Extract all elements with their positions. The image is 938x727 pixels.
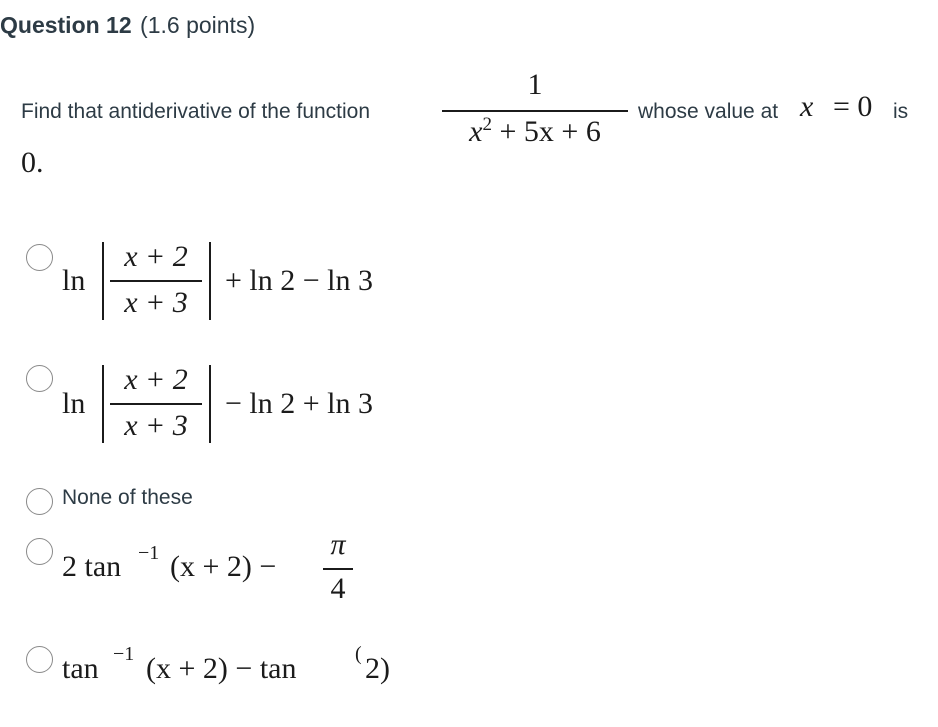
prompt-condition-eq: = 0 bbox=[833, 90, 873, 123]
option-2-abs-left bbox=[102, 365, 104, 443]
option-4-arg: (x + 2) − bbox=[170, 550, 277, 583]
option-3-label: None of these bbox=[62, 486, 193, 509]
option-1-numerator: x + 2 bbox=[124, 240, 188, 273]
option-4-frac-den: 4 bbox=[330, 572, 346, 605]
option-2-denominator: x + 3 bbox=[124, 409, 188, 442]
prompt-fraction-numerator: 1 bbox=[527, 68, 543, 101]
radio-option-5[interactable] bbox=[26, 646, 53, 673]
option-5-end: 2) bbox=[365, 652, 390, 685]
option-2-tail: − ln 2 + ln 3 bbox=[225, 387, 374, 420]
option-5-sup2: ( bbox=[355, 643, 362, 665]
option-5-arg: (x + 2) − tan bbox=[146, 652, 297, 685]
prompt-line2: 0. bbox=[21, 146, 44, 179]
answer-option-2[interactable] bbox=[0, 355, 600, 455]
prompt-fraction bbox=[442, 68, 628, 154]
prompt-text-before: Find that antiderivative of the function bbox=[21, 100, 371, 123]
option-1-denominator: x + 3 bbox=[124, 286, 188, 319]
option-1-fraction bbox=[110, 240, 202, 324]
option-4-fraction-bar bbox=[323, 568, 353, 570]
radio-option-1[interactable] bbox=[26, 244, 53, 271]
prompt-fraction-bar bbox=[442, 110, 628, 112]
option-4-sup: −1 bbox=[138, 542, 160, 564]
option-1-fraction-bar bbox=[110, 280, 202, 282]
prompt-text-after: whose value at bbox=[638, 100, 779, 123]
radio-option-4[interactable] bbox=[26, 538, 53, 565]
question-points: (1.6 points) bbox=[140, 12, 256, 38]
answer-option-4[interactable] bbox=[0, 528, 600, 610]
answer-option-5[interactable] bbox=[0, 640, 600, 700]
option-4-frac-num: π bbox=[330, 528, 346, 561]
answer-option-3[interactable] bbox=[0, 484, 600, 520]
option-1-abs-left bbox=[102, 242, 104, 320]
option-1-tail: + ln 2 − ln 3 bbox=[225, 264, 374, 297]
question-header bbox=[0, 12, 255, 39]
radio-option-2[interactable] bbox=[26, 365, 53, 392]
option-5-sup: −1 bbox=[113, 643, 135, 665]
option-2-fraction bbox=[110, 363, 202, 447]
question-title: Question 12 bbox=[0, 12, 132, 38]
option-2-fraction-bar bbox=[110, 403, 202, 405]
option-2-ln: ln bbox=[62, 387, 86, 420]
prompt-fraction-denominator: $x^2 + 5x + 6$ bbox=[469, 114, 601, 148]
option-2-numerator: x + 2 bbox=[124, 363, 188, 396]
option-4-fraction bbox=[323, 528, 353, 608]
radio-option-3[interactable] bbox=[26, 488, 53, 515]
prompt-text-is: is bbox=[893, 100, 909, 123]
prompt-condition-var: x bbox=[800, 90, 814, 123]
answer-option-1[interactable] bbox=[0, 230, 600, 330]
option-2-abs-right bbox=[209, 365, 211, 443]
option-1-ln: ln bbox=[62, 264, 86, 297]
option-1-abs-right bbox=[209, 242, 211, 320]
option-5-tan: tan bbox=[62, 652, 99, 685]
option-4-tan: 2 tan bbox=[62, 550, 122, 583]
